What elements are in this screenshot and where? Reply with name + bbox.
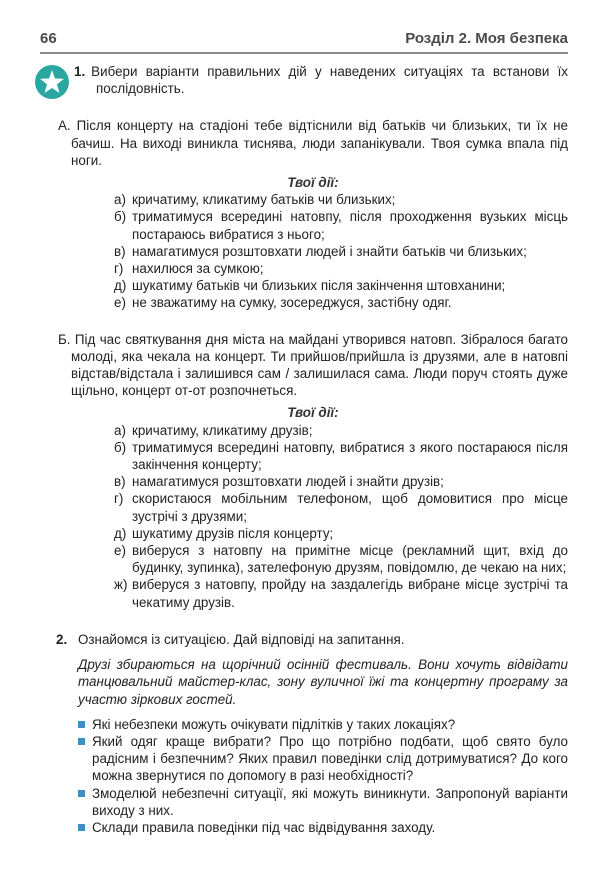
chapter-title: Розділ 2. Моя безпека bbox=[405, 30, 568, 47]
list-item: д) шукатиму друзів після концерту; bbox=[114, 525, 334, 541]
square-bullet-icon bbox=[78, 824, 85, 831]
task-1-text: Вибери варіанти правильних дій у наведених ситуаціях та встанови їх послідовність. bbox=[91, 64, 568, 97]
list-item: б) триматимуся всередині натовпу, вибратися з якого постараюся після закінчення концерту; bbox=[114, 439, 568, 473]
task-2-questions bbox=[78, 716, 568, 836]
square-bullet-icon bbox=[78, 790, 85, 797]
situation-b-text: Б. Під час святкування дня міста на майдані утворився натовп. Зібралося багато молоді, яка чекала на концерт. Ти прийшов/прийшла із друзями, але в натовпі відстав/відстала і залишився сам / залишилася сама. Люди поруч стоять дуже щільно, концерт от-от розпочнеться. bbox=[58, 331, 568, 399]
task-2-description: Друзі збираються на щорічний осінній фестиваль. Вони хочуть відвідати танцювальний майстер-клас, зону вуличної їжі та концертну програму за участю зіркових гостей. bbox=[78, 657, 568, 707]
list-item: а) кричатиму, кликатиму друзів; bbox=[114, 422, 313, 438]
situation-a-text: А. Після концерту на стадіоні тебе відтіснили від батьків чи близьких, ти їх не бачиш. На виході виникла тиснява, люди запанікували. Твоя сумка впала під ноги. bbox=[58, 118, 568, 168]
list-item: в) намагатимуся розштовхати людей і знайти друзів; bbox=[114, 474, 444, 490]
list-item: б) триматимуся всередині натовпу, після проходження вузьких місць постараюсь вибратися з нього; bbox=[114, 209, 568, 242]
task-1-number: 1. bbox=[74, 64, 86, 79]
square-bullet-icon bbox=[78, 721, 85, 728]
task-2 bbox=[58, 631, 568, 648]
situation-b-options bbox=[58, 422, 568, 611]
task-1 bbox=[74, 63, 568, 97]
list-item: Який одяг краще вибрати? Про що потрібно подбати, щоб свято було радісним і безпечним? Яких правил поведінки слід дотримуватися? До кого можна звернутися по допомогу в разі необхідності? bbox=[78, 733, 568, 785]
list-item: ж) виберуся з натовпу, пройду на заздалегідь вибране місце зустрічі та чекатиму друзів. bbox=[114, 577, 568, 610]
list-item: Змоделюй небезпечні ситуації, які можуть виникнути. Запропонуй варіанти виходу з них. bbox=[78, 785, 568, 819]
page-number: 66 bbox=[40, 30, 57, 47]
page-header bbox=[40, 30, 568, 54]
list-item: г) скористаюся мобільним телефоном, щоб домовитися про місце зустрічі з друзями; bbox=[114, 491, 568, 524]
list-item: е) не зважатиму на сумку, зосереджуся, застібну одяг. bbox=[114, 295, 452, 311]
list-item: е) виберуся з натовпу на примітне місце (рекламний щит, вхід до будинку, зупинка), зателефоную друзям, повідомлю, де чекаю на них; bbox=[114, 543, 568, 576]
situation-a-actions-title: Твої дії: bbox=[287, 175, 339, 191]
task-2-number: 2. bbox=[56, 631, 68, 647]
list-item: а) кричатиму, кликатиму батьків чи близьких; bbox=[114, 192, 396, 208]
square-bullet-icon bbox=[78, 738, 85, 745]
situation-b-actions-title: Твої дії: bbox=[287, 405, 339, 421]
task-2-text: Ознайомся із ситуацією. Дай відповіді на запитання. bbox=[78, 631, 405, 647]
page-content bbox=[58, 63, 568, 836]
list-item: д) шукатиму батьків чи близьких після закінчення штовханини; bbox=[114, 278, 506, 294]
list-item: в) намагатимуся розштовхати людей і знайти батьків чи близьких; bbox=[114, 243, 527, 259]
list-item: Склади правила поведінки під час відвідування заходу. bbox=[78, 819, 568, 836]
list-item: Які небезпеки можуть очікувати підлітків у таких локаціях? bbox=[78, 716, 568, 733]
situation-a-options bbox=[58, 191, 568, 311]
list-item: г) нахилюся за сумкою; bbox=[114, 261, 264, 277]
